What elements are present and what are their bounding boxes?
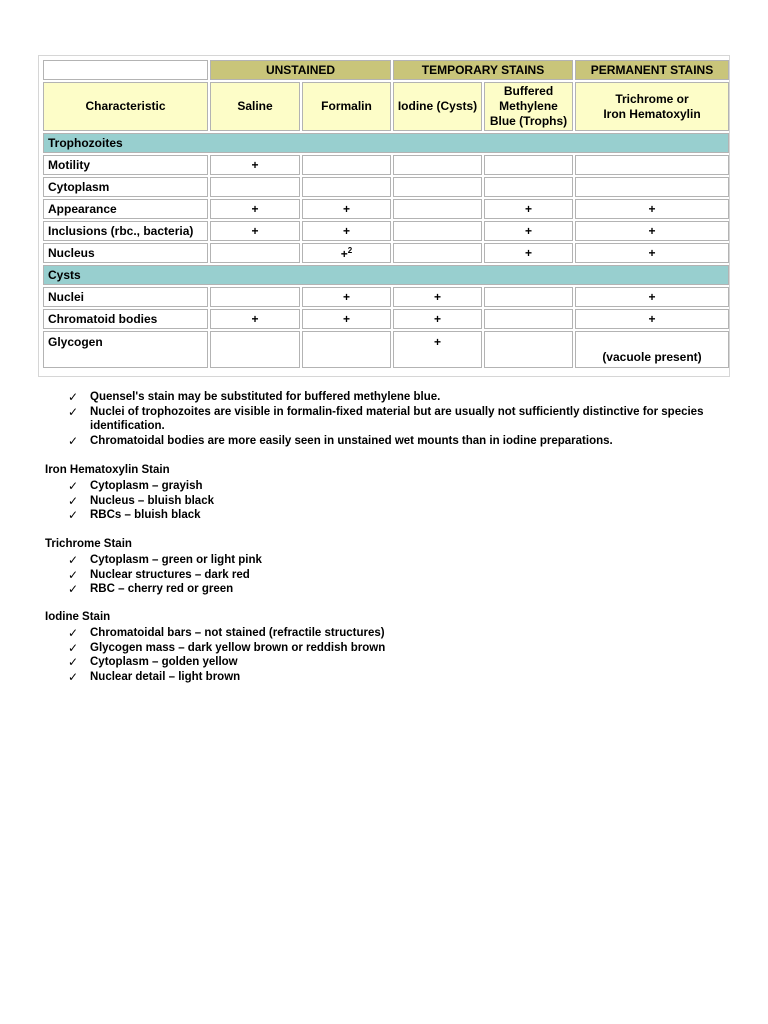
col-buffered-line3: Blue (Trophs) <box>489 114 568 128</box>
nucleus-formalin-value: + <box>340 246 348 261</box>
checkmark-icon: ✓ <box>68 640 79 655</box>
row-label-nucleus: Nucleus <box>43 243 208 263</box>
cell-chromatoid-saline: + <box>210 309 300 329</box>
item-text: Nuclear detail – light brown <box>90 670 241 683</box>
cell-nucleus-iodine <box>393 243 482 263</box>
item-text: Nucleus – bluish black <box>90 494 214 507</box>
list-item <box>68 479 728 494</box>
col-buffered-line2: Methylene <box>499 99 558 113</box>
table-row <box>43 221 729 241</box>
row-label-glycogen: Glycogen <box>43 331 208 368</box>
cell-nucleus-formalin <box>302 243 391 263</box>
checkmark-icon: ✓ <box>68 493 79 508</box>
cell-nuclei-formalin: + <box>302 287 391 307</box>
cell-motility-permanent <box>575 155 729 175</box>
cell-cytoplasm-formalin <box>302 177 391 197</box>
row-label-chromatoid: Chromatoid bodies <box>43 309 208 329</box>
item-text: Chromatoidal bars – not stained (refractile structures) <box>90 627 385 639</box>
item-text: RBCs – bluish black <box>90 509 201 522</box>
col-iodine: Iodine (Cysts) <box>393 82 482 131</box>
cell-glycogen-permanent: (vacuole present) <box>575 331 729 368</box>
cell-appearance-permanent: + <box>575 199 729 219</box>
iodine-heading: Iodine Stain <box>45 611 111 623</box>
list-item <box>68 405 728 434</box>
table-row <box>43 199 729 219</box>
checkmark-icon: ✓ <box>68 567 79 582</box>
cell-motility-formalin <box>302 155 391 175</box>
list-item <box>68 494 728 509</box>
cell-nuclei-iodine: + <box>393 287 482 307</box>
col-formalin: Formalin <box>302 82 391 131</box>
cell-appearance-formalin: + <box>302 199 391 219</box>
trichrome-list <box>68 553 728 597</box>
item-text: Cytoplasm – green or light pink <box>90 554 262 566</box>
table-row <box>43 287 729 307</box>
checkmark-icon: ✓ <box>68 433 79 448</box>
cell-nucleus-permanent: + <box>575 243 729 263</box>
cell-chromatoid-formalin: + <box>302 309 391 329</box>
row-label-inclusions: Inclusions (rbc., bacteria) <box>43 221 208 241</box>
col-trichrome <box>575 82 729 131</box>
cell-inclusions-iodine <box>393 221 482 241</box>
col-buffered-methylene-blue <box>484 82 573 131</box>
table-row <box>43 155 729 175</box>
note-text: Chromatoidal bodies are more easily seen in unstained wet mounts than in iodine preparations. <box>90 434 613 447</box>
column-header-row <box>43 82 729 131</box>
note-text: Quensel's stain may be substituted for buffered methylene blue. <box>90 391 441 403</box>
group-unstained: UNSTAINED <box>210 60 391 80</box>
note-text: Nuclei of trophozoites are visible in formalin-fixed material but are usually not sufficiently distinctive for species identification. <box>90 405 704 433</box>
section-row-cysts <box>43 265 729 285</box>
cell-appearance-saline: + <box>210 199 300 219</box>
list-item <box>68 626 728 641</box>
item-text: Nuclear structures – dark red <box>90 568 250 581</box>
list-item <box>68 641 728 656</box>
cell-nucleus-buffered: + <box>484 243 573 263</box>
checkmark-icon: ✓ <box>68 655 79 670</box>
col-characteristic: Characteristic <box>43 82 208 131</box>
cell-chromatoid-permanent: + <box>575 309 729 329</box>
cell-glycogen-iodine: + <box>393 331 482 368</box>
cell-nuclei-saline <box>210 287 300 307</box>
table-row <box>43 331 729 368</box>
table-row <box>43 177 729 197</box>
col-trichrome-line2: Iron Hematoxylin <box>603 106 701 121</box>
cell-motility-iodine <box>393 155 482 175</box>
row-label-nuclei: Nuclei <box>43 287 208 307</box>
row-label-appearance: Appearance <box>43 199 208 219</box>
cell-motility-buffered <box>484 155 573 175</box>
empty-corner-cell <box>43 60 208 80</box>
col-saline: Saline <box>210 82 300 131</box>
iron-hematoxylin-list <box>68 479 728 523</box>
list-item <box>68 568 728 583</box>
cell-inclusions-permanent: + <box>575 221 729 241</box>
checkmark-icon: ✓ <box>68 553 79 567</box>
cell-cytoplasm-buffered <box>484 177 573 197</box>
group-header-row <box>43 60 729 80</box>
table-row <box>43 309 729 329</box>
checkmark-icon: ✓ <box>68 390 79 404</box>
group-temporary-stains: TEMPORARY STAINS <box>393 60 573 80</box>
list-item <box>68 670 728 685</box>
cell-glycogen-saline <box>210 331 300 368</box>
checkmark-icon: ✓ <box>68 582 79 597</box>
list-item <box>68 390 728 405</box>
checkmark-icon: ✓ <box>68 404 79 419</box>
cell-chromatoid-iodine: + <box>393 309 482 329</box>
stain-grid <box>41 58 731 370</box>
cell-motility-saline: + <box>210 155 300 175</box>
col-trichrome-line1: Trichrome or <box>615 91 689 106</box>
cell-chromatoid-buffered <box>484 309 573 329</box>
iodine-list <box>68 626 728 684</box>
row-label-cytoplasm: Cytoplasm <box>43 177 208 197</box>
cell-nuclei-buffered <box>484 287 573 307</box>
section-cysts: Cysts <box>43 265 729 285</box>
list-item <box>68 508 728 523</box>
cell-cytoplasm-permanent <box>575 177 729 197</box>
checkmark-icon: ✓ <box>68 508 79 523</box>
item-text: Glycogen mass – dark yellow brown or reddish brown <box>90 641 386 654</box>
table-row <box>43 243 729 263</box>
cell-cytoplasm-iodine <box>393 177 482 197</box>
stain-comparison-table <box>38 55 730 377</box>
list-item <box>68 582 728 597</box>
item-text: Cytoplasm – grayish <box>90 480 203 492</box>
cell-inclusions-formalin: + <box>302 221 391 241</box>
nucleus-formalin-footnote: 2 <box>347 245 353 255</box>
row-label-motility: Motility <box>43 155 208 175</box>
col-buffered-line1: Buffered <box>503 84 554 98</box>
cell-inclusions-buffered: + <box>484 221 573 241</box>
list-item <box>68 553 728 568</box>
section-row-trophozoites <box>43 133 729 153</box>
cell-appearance-iodine <box>393 199 482 219</box>
checkmark-icon: ✓ <box>68 669 79 684</box>
item-text: Cytoplasm – golden yellow <box>90 656 238 669</box>
trichrome-heading: Trichrome Stain <box>45 538 132 550</box>
checkmark-icon: ✓ <box>68 479 79 493</box>
cell-glycogen-buffered <box>484 331 573 368</box>
cell-glycogen-formalin <box>302 331 391 368</box>
group-permanent-stains: PERMANENT STAINS <box>575 60 729 80</box>
cell-cytoplasm-saline <box>210 177 300 197</box>
iron-hematoxylin-heading: Iron Hematoxylin Stain <box>45 464 170 476</box>
checkmark-icon: ✓ <box>68 626 79 640</box>
list-item <box>68 655 728 670</box>
cell-nucleus-saline <box>210 243 300 263</box>
cell-appearance-buffered: + <box>484 199 573 219</box>
cell-nuclei-permanent: + <box>575 287 729 307</box>
list-item <box>68 434 728 449</box>
item-text: RBC – cherry red or green <box>90 583 234 596</box>
section-trophozoites: Trophozoites <box>43 133 729 153</box>
cell-inclusions-saline: + <box>210 221 300 241</box>
table-notes-list <box>68 390 728 448</box>
